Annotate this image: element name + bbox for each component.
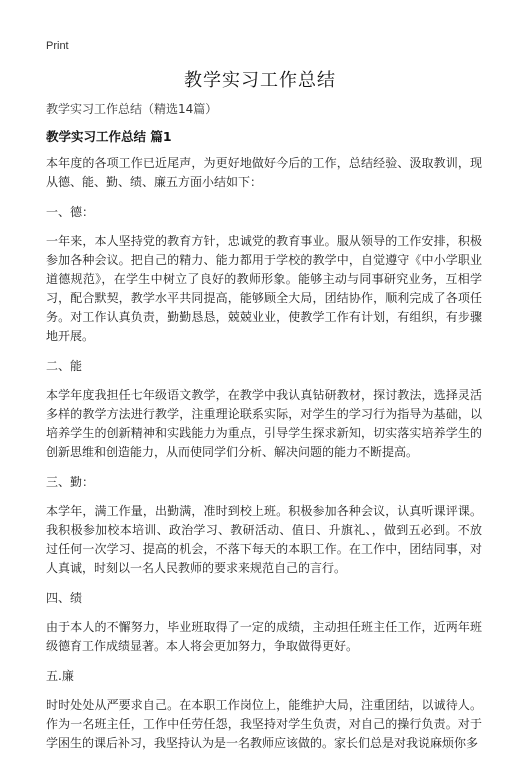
print-link[interactable]: Print <box>46 40 69 52</box>
article-heading: 教学实习工作总结 篇1 <box>46 129 172 144</box>
section-heading-lian: 五.廉 <box>46 669 74 683</box>
document-subtitle: 教学实习工作总结（精选14篇） <box>46 102 218 116</box>
section-heading-ji: 四、绩 <box>46 591 83 605</box>
section-heading-qin: 三、勤： <box>46 475 95 489</box>
page-title: 教学实习工作总结 <box>184 70 336 91</box>
section-body-de: 一年来，本人坚持党的教育方针，忠诚党的教育事业。服从领导的工作安排，积极参加各种会议。把自己的精力、能力都用于学校的教学中，自觉遵守《中小学职业道德规范》，在学生中树立了良好的教师形象。能够主动与同事研究业务，互相学习，配合默契，教学水平共同提高，能够顾全大局，团结协作，顺利完成了各项任务。对工作认真负责，勤勤恳恳，兢兢业业，使教学工作有计划，有组织，有步骤地开展。 <box>46 234 482 343</box>
section-body-ji: 由于本人的不懈努力，毕业班取得了一定的成绩，主动担任班主任工作，近两年班级德育工作成绩显著。本人将会更加努力，争取做得更好。 <box>46 620 482 653</box>
article-content <box>46 100 482 764</box>
intro-paragraph: 本年度的各项工作已近尾声，为更好地做好今后的工作，总结经验、汲取教训，现从德、能、勤、绩、廉五方面小结如下： <box>46 156 482 189</box>
section-heading-neng: 二、能 <box>46 359 83 373</box>
section-body-lian: 时时处处从严要求自己。在本职工作岗位上，能维护大局，注重团结，以诚待人。作为一名班主任，工作中任劳任怨，我坚持对学生负责，对自己的操行负责。对于学困生的课后补习，我坚持认为是一名教师应该做的。家长们总是对我说麻烦你多 <box>46 698 482 750</box>
section-heading-de: 一、德： <box>46 205 95 219</box>
section-body-qin: 本学年，满工作量，出勤满，准时到校上班。积极参加各种会议，认真听课评课。我积极参加校本培训、政治学习、教研活动、值日、升旗礼、，做到五必到。不放过任何一次学习、提高的机会，不落下每天的本职工作。在工作中，团结同事，对人真诚，时刻以一名人民教师的要求来规范自己的言行。 <box>46 504 482 575</box>
section-body-neng: 本学年度我担任七年级语文教学，在教学中我认真钻研教材，探讨教法，选择灵活多样的教学方法进行教学，注重理论联系实际，对学生的学习行为指导为基础，以培养学生的创新精神和实践能力为重点，引导学生探求新知，切实落实培养学生的创新思维和创造能力，从而使同学们分析、解决问题的能力不断提高。 <box>46 388 482 459</box>
